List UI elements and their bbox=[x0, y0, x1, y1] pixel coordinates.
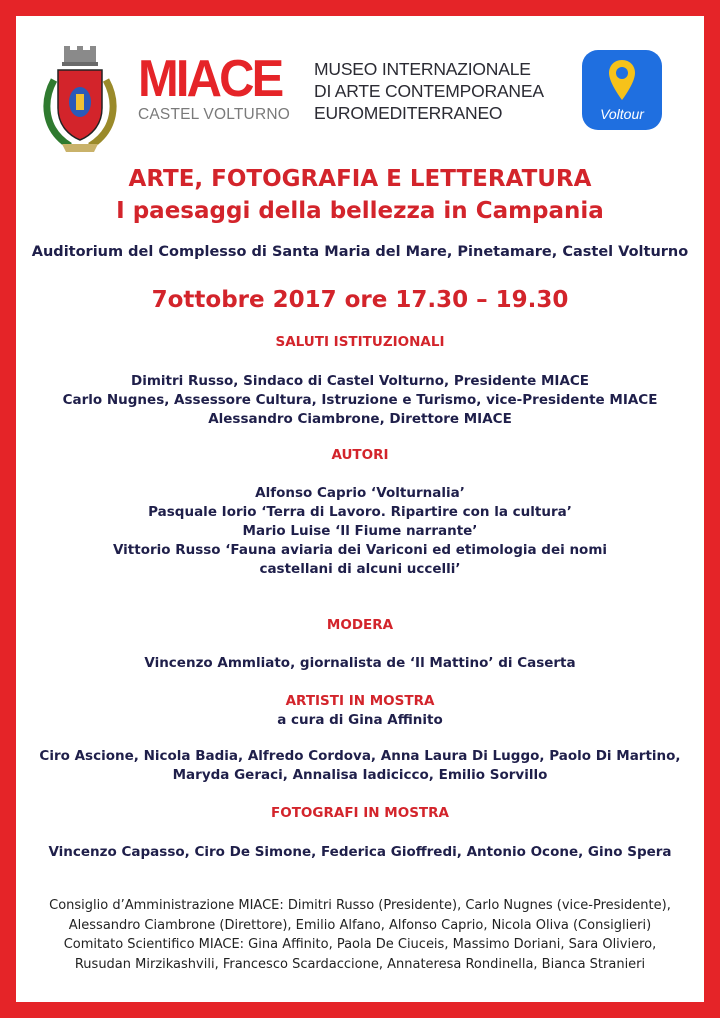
moderator-heading: MODERA bbox=[326, 617, 394, 633]
app-name: Voltour bbox=[600, 106, 644, 122]
author-line: Alfonso Caprio ‘Volturnalia’ bbox=[255, 485, 465, 501]
event-subtitle: I paesaggi della bellezza in Campania bbox=[116, 198, 604, 224]
artists-line: Ciro Ascione, Nicola Badia, Alfredo Cordova, Anna Laura Di Luggo, Paolo Di Martino, bbox=[39, 748, 681, 764]
footer-line: Consiglio d’Amministrazione MIACE: Dimitri Russo (Presidente), Carlo Nugnes (vice-Presidente), bbox=[49, 898, 671, 913]
author-line: Vittorio Russo ‘Fauna aviaria dei Variconi ed etimologia dei nomi bbox=[112, 542, 608, 558]
authors-list bbox=[16, 484, 704, 579]
museum-line: MUSEO INTERNAZIONALE bbox=[314, 59, 531, 79]
museum-name bbox=[314, 58, 584, 124]
greetings-line: Alessandro Ciambrone, Direttore MIACE bbox=[208, 411, 512, 427]
voltour-app-logo bbox=[582, 50, 662, 130]
footer-line: Comitato Scientifico MIACE: Gina Affinito, Paola De Ciuceis, Massimo Doriani, Sara Oliviero, bbox=[63, 937, 657, 952]
photographers-line: Vincenzo Capasso, Ciro De Simone, Federica Gioffredi, Antonio Ocone, Gino Spera bbox=[48, 844, 672, 860]
greetings-line: Carlo Nugnes, Assessore Cultura, Istruzione e Turismo, vice-Presidente MIACE bbox=[62, 392, 658, 408]
logo-word: MIACE bbox=[138, 50, 282, 108]
footer-line: Alessandro Ciambrone (Direttore), Emilio Alfano, Alfonso Caprio, Nicola Oliva (Consiglieri) bbox=[68, 917, 652, 933]
greetings-list bbox=[16, 372, 704, 429]
author-line: Pasquale Iorio ‘Terra di Lavoro. Ripartire con la cultura’ bbox=[148, 504, 572, 520]
artists-curator: a cura di Gina Affinito bbox=[277, 712, 443, 728]
artists-heading: ARTISTI IN MOSTRA bbox=[285, 693, 435, 709]
moderator-line: Vincenzo Ammliato, giornalista de ‘Il Mattino’ di Caserta bbox=[144, 655, 576, 671]
logo-town: CASTEL VOLTURNO bbox=[138, 106, 290, 123]
artists-list bbox=[16, 747, 704, 785]
coat-of-arms-icon bbox=[40, 46, 120, 156]
museum-line: EUROMEDITERRANEO bbox=[314, 103, 503, 123]
map-pin-icon bbox=[607, 58, 637, 102]
author-line: Mario Luise ‘Il Fiume narrante’ bbox=[242, 523, 478, 539]
miace-logo bbox=[138, 50, 294, 124]
artists-line: Maryda Geraci, Annalisa Iadicicco, Emilio Sorvillo bbox=[172, 767, 548, 783]
museum-line: DI ARTE CONTEMPORANEA bbox=[314, 81, 544, 101]
greetings-line: Dimitri Russo, Sindaco di Castel Volturno, Presidente MIACE bbox=[130, 373, 590, 389]
poster bbox=[16, 16, 704, 1002]
footer-line: Rusudan Mirzikashvili, Francesco Scardaccione, Annateresa Rondinella, Bianca Stranieri bbox=[74, 956, 646, 972]
greetings-heading: SALUTI ISTITUZIONALI bbox=[275, 334, 445, 350]
event-datetime: 7ottobre 2017 ore 17.30 – 19.30 bbox=[151, 287, 569, 313]
footer-credits bbox=[16, 896, 704, 974]
author-line: castellani di alcuni uccelli’ bbox=[259, 561, 461, 577]
event-venue: Auditorium del Complesso di Santa Maria del Mare, Pinetamare, Castel Volturno bbox=[31, 244, 689, 260]
event-title: ARTE, FOTOGRAFIA E LETTERATURA bbox=[128, 166, 592, 192]
authors-heading: AUTORI bbox=[331, 447, 389, 463]
photographers-heading: FOTOGRAFI IN MOSTRA bbox=[271, 805, 449, 821]
